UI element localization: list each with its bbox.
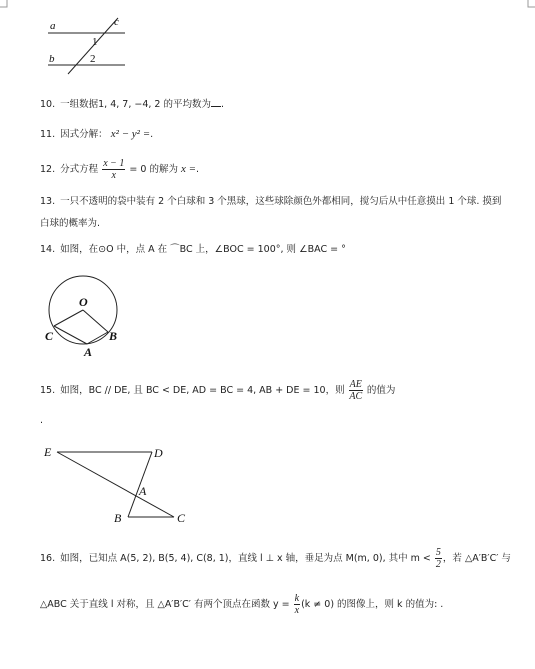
question-number: 11. [40, 129, 56, 140]
page-corner-mark [0, 0, 8, 8]
label-c: C [45, 329, 54, 343]
numerator: k [294, 593, 300, 604]
question-11 [40, 128, 153, 141]
question-14 [40, 243, 346, 256]
label-b: b [49, 53, 55, 65]
question-16 [40, 547, 511, 570]
circle-figure [40, 270, 130, 360]
label-b: B [109, 329, 118, 343]
question-number: 16. [40, 553, 56, 564]
question-text-line1-tail: ，若 △A′B′C′ 与 [442, 553, 511, 564]
page-corner-mark [527, 0, 535, 8]
question-text-tail: 的值为 [366, 385, 396, 396]
question-text-tail: . [150, 129, 154, 140]
denominator: x [294, 605, 300, 616]
angle-2-label: 2 [90, 53, 96, 65]
question-13-line2 [40, 217, 100, 230]
question-text-line2: 白球的概率为. [40, 218, 101, 229]
label-a: A [139, 484, 147, 498]
question-12 [40, 158, 199, 181]
question-text-line2: . [40, 415, 44, 426]
segment-ab [87, 332, 108, 344]
segment-oc [54, 310, 83, 326]
question-number: 14. [40, 244, 56, 255]
question-text: 一组数据1, 4, 7, −4, 2 的平均数为 [60, 99, 211, 110]
fraction [349, 379, 363, 402]
answer-blank [211, 97, 221, 107]
question-text-line2a: △ABC 关于直线 l 对称，且 △A′B′C′ 有两个顶点在函数 y = [40, 599, 290, 610]
question-text: 如图，在⊙O 中，点 A 在 ⌒BC 上，∠BOC = 100°, 则 ∠BAC = ° [60, 244, 346, 255]
question-text-line1: 一只不透明的袋中装有 2 个白球和 3 个黑球，这些球除颜色外都相同，搅匀后从中任意摸出 1 个球. 摸到 [60, 196, 502, 207]
parallel-lines-figure [40, 12, 140, 76]
denominator: 2 [435, 559, 441, 570]
triangle-figure [40, 440, 200, 530]
label-a: a [50, 20, 56, 32]
label-o: O [79, 295, 88, 309]
question-text: 因式分解： [60, 129, 108, 140]
label-e: E [44, 445, 52, 459]
label-c: C [177, 511, 186, 525]
math-expression: x² − y² = [110, 128, 151, 140]
question-15 [40, 379, 395, 402]
label-b: B [114, 511, 122, 525]
fraction [102, 158, 125, 181]
fraction [435, 547, 442, 570]
question-number: 15. [40, 385, 56, 396]
question-text: 分式方程 [60, 164, 99, 175]
label-a: A [84, 345, 93, 359]
question-text-line1: 如图，已知点 A(5, 2), B(5, 4), C(8, 1)，直线 l ⊥ x 轴，垂足为点 M(m, 0), 其中 m < [60, 553, 431, 564]
question-text-tail: . [221, 99, 225, 110]
question-number: 10. [40, 99, 56, 110]
math-expression: x = [180, 163, 197, 175]
question-number: 13. [40, 196, 56, 207]
question-13 [40, 195, 501, 208]
question-text: 如图，BC // DE, 且 BC < DE, AD = BC = 4, AB + DE = 10，则 [60, 385, 345, 396]
angle-1-label: 1 [92, 36, 98, 48]
question-number: 12. [40, 164, 56, 175]
segment-ec [57, 452, 174, 517]
fraction [294, 593, 300, 616]
question-text-line2b: (k ≠ 0) 的图像上，则 k 的值为: . [301, 599, 444, 610]
label-c: c [114, 16, 119, 28]
question-10 [40, 97, 224, 111]
denominator: AC [349, 391, 363, 402]
label-d: D [154, 446, 163, 460]
question-15-line2 [40, 414, 43, 427]
denominator: x [111, 170, 116, 181]
question-text-mid: = 0 的解为 [129, 164, 178, 175]
question-16-line2 [40, 593, 443, 616]
numerator: AE [349, 379, 362, 390]
numerator: 5 [435, 547, 441, 558]
question-text-tail: . [196, 164, 200, 175]
numerator: x − 1 [103, 158, 125, 169]
segment-ob [83, 310, 108, 332]
